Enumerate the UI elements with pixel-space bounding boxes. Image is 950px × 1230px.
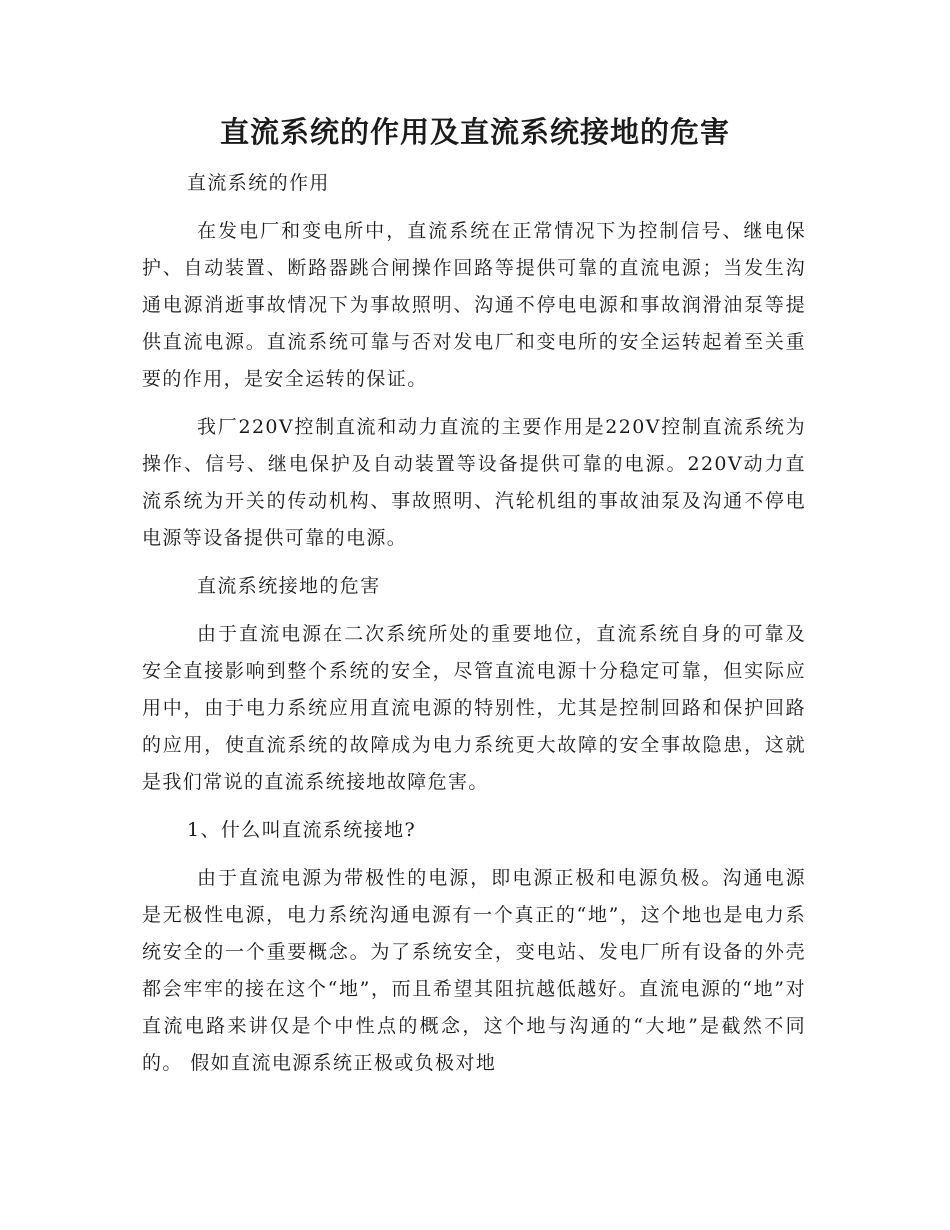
section-heading-dc-ground-hazard: 直流系统接地的危害 bbox=[197, 575, 381, 597]
paragraph-plant-dc-usage: 我厂220V控制直流和动力直流的主要作用是220V控制直流系统为操作、信号、继电保护及自动装置等设备提供可靠的电源。220V动力直流系统为开关的传动机构、事故照明、汽轮机组的事故油泵及沟通不停电电源等设备提供可靠的电源。 bbox=[142, 416, 806, 549]
document-title: 直流系统的作用及直流系统接地的危害 bbox=[219, 115, 730, 149]
section-heading-dc-function: 直流系统的作用 bbox=[187, 172, 330, 194]
document-body bbox=[142, 165, 806, 1082]
paragraph-dc-ground-explanation: 由于直流电源为带极性的电源，即电源正极和电源负极。沟通电源是无极性电源，电力系统沟通电源有一个真正的“地”，这个地也是电力系统安全的一个重要概念。为了系统安全，变电站、发电厂所有设备的外壳都会牢牢的接在这个“地”，而且希望其阻抗越低越好。直流电源的“地”对直流电路来讲仅是个中性点的概念，这个地与沟通的“大地”是截然不同的。 假如直流电源系统正极或负极对地 bbox=[142, 867, 806, 1074]
paragraph-dc-function-intro: 在发电厂和变电所中，直流系统在正常情况下为控制信号、继电保护、自动装置、断路器跳合闸操作回路等提供可靠的直流电源；当发生沟通电源消逝事故情况下为事故照明、沟通不停电电源和事故润滑油泵等提供直流电源。直流系统可靠与否对发电厂和变电所的安全运转起着至关重要的作用，是安全运转的保证。 bbox=[142, 220, 806, 390]
question-heading-what-is-dc-ground: 1、什么叫直流系统接地? bbox=[187, 819, 417, 841]
paragraph-dc-ground-hazard: 由于直流电源在二次系统所处的重要地位，直流系统自身的可靠及安全直接影响到整个系统的安全，尽管直流电源十分稳定可靠，但实际应用中，由于电力系统应用直流电源的特别性，尤其是控制回路和保护回路的应用，使直流系统的故障成为电力系统更大故障的安全事故隐患，这就是我们常说的直流系统接地故障危害。 bbox=[142, 623, 806, 793]
